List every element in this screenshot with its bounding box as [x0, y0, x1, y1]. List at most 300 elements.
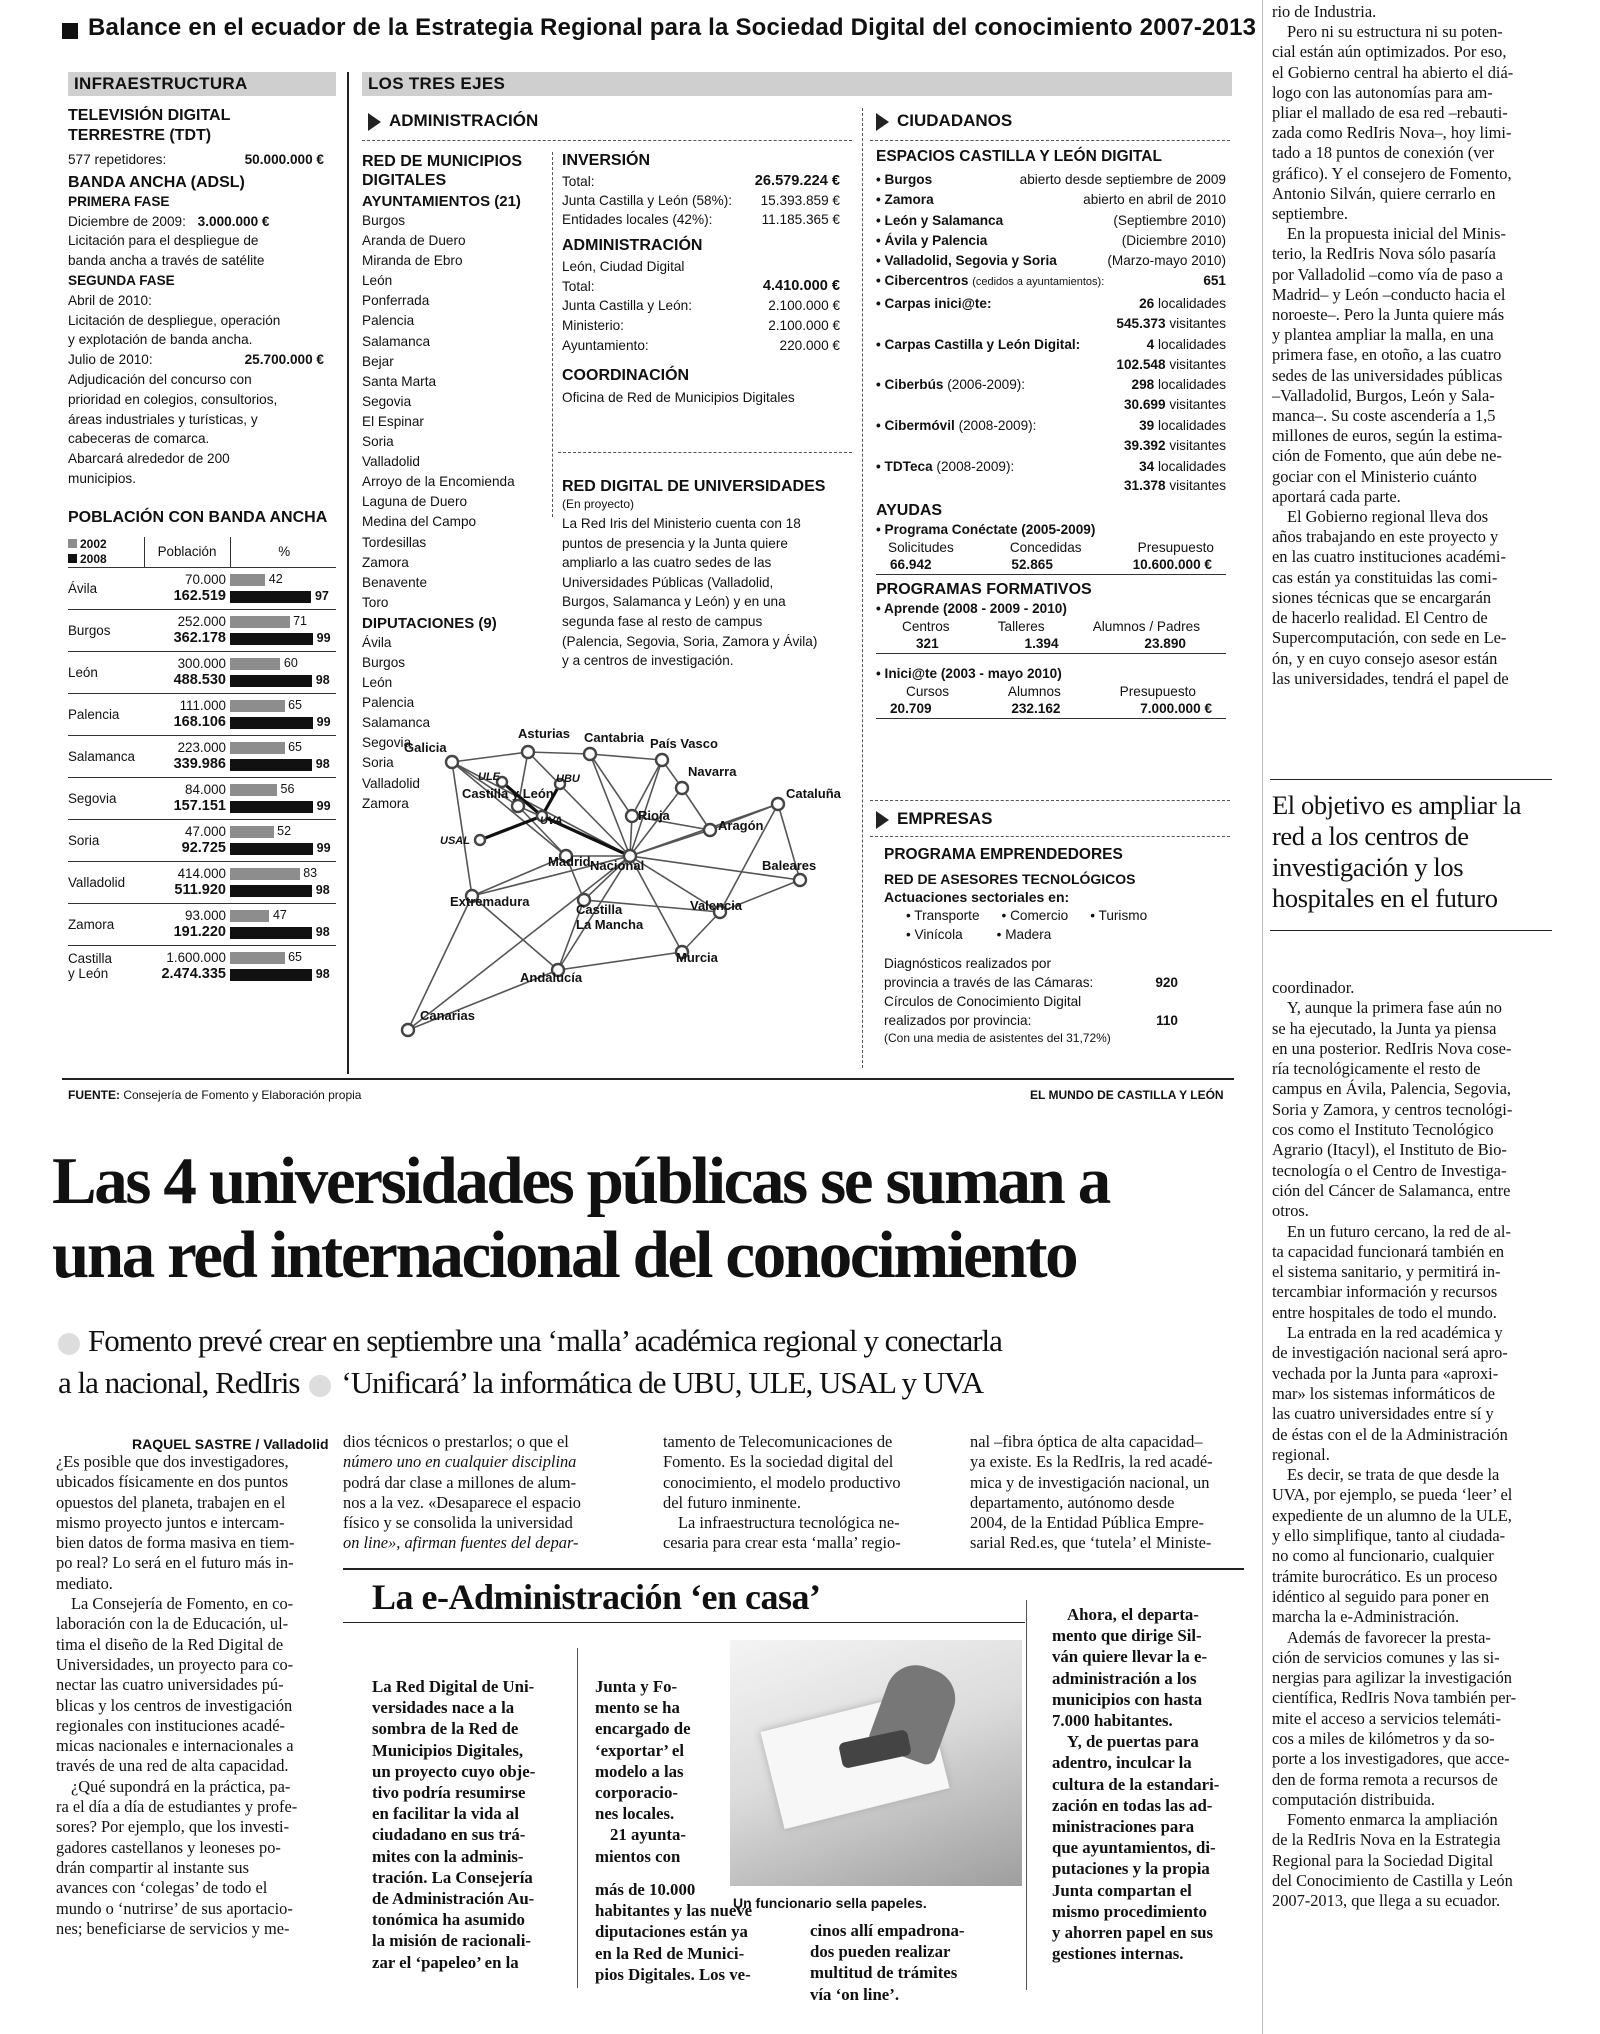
byline: RAQUEL SASTRE / Valladolid: [132, 1436, 329, 1452]
ayuntamiento-item: Miranda de Ebro: [362, 253, 463, 269]
legend-2008-swatch: [68, 554, 77, 563]
adm-row-value: 2.100.000 €: [768, 317, 840, 333]
map-node-label: [576, 902, 644, 932]
map-node-label: Galicia: [404, 740, 447, 755]
poblacion-row: [68, 903, 336, 945]
ayuntamiento-item: Segovia: [362, 393, 412, 409]
article-line: físico y se consolida la universidad: [343, 1513, 573, 1533]
stat-value: [1139, 457, 1226, 477]
stat-visits: [876, 314, 1226, 334]
bullet: •: [876, 212, 885, 228]
sidebar-line: cultura de la estandari-: [1052, 1774, 1220, 1794]
aprende: • Aprende (2008 - 2009 - 2010): [876, 601, 1067, 617]
article-line: marcha la e-Administración.: [1272, 1607, 1460, 1627]
bullet: •: [876, 418, 885, 434]
article-line: 2007-2013, que llega a su ecuador.: [1272, 1891, 1501, 1911]
sidebar-vr: [577, 1648, 578, 1988]
poblacion-row: [68, 567, 336, 609]
con-vals: 66.942 52.865 10.600.000 €: [876, 556, 1226, 575]
article-line: Es decir, se trata de que desde la: [1287, 1465, 1500, 1485]
poblacion-row: [68, 777, 336, 819]
bar-line-2002: [230, 739, 336, 756]
col-poblacion: Población: [144, 537, 230, 567]
diputacion-item: Soria: [362, 755, 394, 771]
bar-line-2008: [230, 630, 336, 647]
stat-label: [876, 294, 991, 314]
iniciate: • Inici@te (2003 - mayo 2010): [876, 665, 1062, 681]
diputacion-item: Burgos: [362, 654, 406, 670]
fase2-row: Julio de 2010: 25.700.000 €: [68, 352, 324, 368]
ayuntamiento-item: Medina del Campo: [362, 514, 477, 530]
article-line: mundo o ‘nutrirse’ de sus aportacio-: [56, 1898, 293, 1918]
sidebar-line: mismo procedimiento: [1052, 1901, 1207, 1921]
pull-rule-bottom: [1270, 930, 1552, 931]
article-line: del futuro inminente.: [663, 1492, 801, 1512]
pct-2002: 47: [269, 908, 287, 923]
pct-2008: 98: [312, 967, 330, 982]
article-line: Fomento. Es la sociedad digital del: [663, 1452, 894, 1472]
sidebar-line: mento se ha: [595, 1698, 680, 1718]
sidebar-col-3: [810, 1920, 1010, 2005]
rdu-line: puntos de presencia y la Junta quiere: [562, 535, 788, 551]
article-line: primera fase, en otoño, a las cuatro: [1272, 345, 1502, 365]
province-name-line: Castilla: [68, 951, 112, 967]
admin-rule: [362, 140, 852, 141]
dot-icon: [58, 1333, 80, 1355]
bar-line-2008: [230, 714, 336, 731]
stat-value: [1132, 375, 1226, 395]
article-line: nes; beneficiarse de servicios y me-: [56, 1918, 290, 1938]
bullet: •: [876, 336, 885, 352]
stat-vunit: visitantes: [1169, 397, 1226, 413]
province-name: Burgos: [68, 622, 111, 638]
apr-heads: Centros Talleres Alumnos / Padres: [902, 618, 1200, 634]
article-line: el Gobierno central ha abierto el diá-: [1272, 62, 1514, 82]
article-line: años trabajando en este proyecto y: [1272, 527, 1499, 547]
right-col-top: [1272, 2, 1552, 689]
sidebar-line: 7.000 habitantes.: [1052, 1711, 1173, 1731]
ayuntamiento-item: Palencia: [362, 313, 415, 329]
rdu-line: (Palencia, Segovia, Soria, Zamora y Ávila): [562, 633, 818, 649]
province-name: Valladolid: [68, 874, 126, 890]
bar-line-2002: [230, 949, 336, 966]
ayuntamiento-item: Aranda de Duero: [362, 233, 466, 249]
article-line: pliar el mallado de esa red –rebauti-: [1272, 103, 1508, 123]
bar-line-2002: [230, 781, 336, 798]
pct-2002: 65: [284, 950, 302, 965]
adm-row-value: 4.410.000 €: [762, 277, 840, 294]
article-line: tima el diseño de la Red Digital de: [56, 1634, 284, 1654]
rdu-line: Universidades Públicas (Valladolid,: [562, 574, 774, 590]
bar-line-2008: [230, 966, 336, 983]
province-bars: [230, 613, 336, 647]
article-line: cesaria para crear esta ‘malla’ regio-: [663, 1533, 901, 1553]
article-line: bien datos de forma masiva en tiem-: [56, 1533, 295, 1553]
sidebar-line: tivo podría resumirse: [372, 1783, 526, 1803]
tdt-row: 577 repetidores: 50.000.000 €: [68, 152, 324, 167]
article-line: En un futuro cercano, la red de al-: [1287, 1221, 1511, 1241]
adm-rows: [562, 277, 840, 355]
stat-vunit: visitantes: [1169, 437, 1226, 453]
sidebar-line: de Administración Au-: [372, 1889, 535, 1909]
inversion-row-label: Junta Castilla y León (58%):: [562, 193, 733, 208]
map-node-label: Castilla y León: [462, 786, 554, 801]
sidebar-line: corporacio-: [595, 1783, 678, 1803]
value-2008: 2.474.335: [161, 966, 226, 983]
value-2002: 111.000: [179, 698, 226, 714]
espacio-label: [876, 211, 1003, 231]
empresas-header: EMPRESAS: [876, 810, 992, 829]
espacio-value: (Septiembre 2010): [1113, 212, 1226, 228]
adm-row-label: Total:: [562, 278, 595, 294]
admin-dashed-vr: [552, 152, 553, 517]
stat-visits: [876, 395, 1226, 415]
province-name: Ávila: [68, 580, 98, 596]
inversion-title: INVERSIÓN: [562, 152, 651, 169]
bar-2008: [230, 885, 312, 897]
sidebar-line: mites con la adminis-: [372, 1846, 524, 1866]
sidebar-line: en facilitar la vida al: [372, 1804, 519, 1824]
stat-name: Cibermóvil: [884, 418, 955, 434]
article-line: por Valladolid –como vía de paso a: [1272, 264, 1503, 284]
map-node-label: Rioja: [638, 808, 670, 823]
article-line: mica y de investigación nacional, un: [970, 1472, 1210, 1492]
sidebar-line: un proyecto cuyo obje-: [372, 1761, 536, 1781]
bullet: •: [876, 253, 885, 269]
province-bars: [230, 655, 336, 689]
article-line: entre hospitales de todo el mundo.: [1272, 1302, 1497, 1322]
sidebar-line: en la Red de Munici-: [595, 1943, 745, 1963]
pct-2008: 98: [312, 925, 330, 940]
map-node: [475, 835, 485, 845]
espacio-value: (Diciembre 2010): [1121, 232, 1226, 248]
inversion-rows: [562, 172, 840, 229]
stat-v: 39.392: [1123, 437, 1170, 453]
sidebar-line: pios Digitales. Los ve-: [595, 1964, 751, 1984]
article-line: de investigación nacional será apro-: [1272, 1343, 1508, 1363]
map-node: [402, 1024, 414, 1036]
value-2002: 252.000: [177, 614, 226, 630]
bar-line-2002: [230, 655, 336, 672]
article-line: Agrario (Itacyl), el Instituto de Bio-: [1272, 1140, 1507, 1160]
article-line: manca–. Su coste ascendería a 1,5: [1272, 406, 1496, 426]
article-line: ón, y en cuyo consejo asesor están: [1272, 648, 1498, 668]
article-line: campus en Ávila, Palencia, Segovia,: [1272, 1079, 1511, 1099]
article-line: de éstas con el de la Administración: [1272, 1424, 1508, 1444]
stat-block: [876, 375, 1226, 415]
emp-rule: [870, 800, 1230, 801]
article-line: avances con ‘colegas’ de todo el: [56, 1878, 268, 1898]
bar-line-2008: [230, 588, 336, 605]
rdu-sub: (En proyecto): [562, 497, 635, 511]
article-line: Madrid– y León –conducto hacia el: [1272, 284, 1506, 304]
map-node: [584, 748, 596, 760]
article-line: La entrada en la red académica y: [1287, 1323, 1503, 1343]
adm-row: [562, 277, 840, 297]
espacio-name: Ávila y Palencia: [884, 232, 988, 248]
rdu-line: segunda fase al resto de campus: [562, 613, 763, 629]
sidebar-rule-2: [343, 1622, 1025, 1623]
article-line: Supercomputación, con sede en Le-: [1272, 628, 1507, 648]
pct-2002: 83: [299, 866, 318, 881]
sidebar-title: La e-Administración ‘en casa’: [372, 1577, 821, 1617]
article-line: tado a 18 puntos de conexión (ver: [1272, 143, 1495, 163]
sidebar-line: ‘exportar’ el: [595, 1740, 684, 1760]
article-line: expediente de un alumno de la ULE,: [1272, 1505, 1512, 1525]
map-node-label: Nacional: [590, 858, 645, 873]
ayuntamiento-item: Ponferrada: [362, 293, 430, 309]
inversion-row-value: 11.185.365 €: [761, 212, 840, 227]
bar-2002: [230, 784, 277, 796]
emp-red: RED DE ASESORES TECNOLÓGICOS: [884, 871, 1136, 887]
inversion-row-label: Entidades locales (42%):: [562, 212, 713, 227]
espacios-rows: [876, 170, 1226, 271]
diputacion-item: Salamanca: [362, 715, 431, 731]
infographic-header: [62, 14, 1257, 48]
map-node-label: UBU: [556, 773, 580, 785]
pct-2002: 56: [277, 782, 295, 797]
emp-diag: Diagnósticos realizados por provincia a través de las Cámaras: 920: [884, 956, 1178, 990]
adm-row-value: 2.100.000 €: [768, 298, 840, 314]
article-line: Soria y Zamora, y centros tecnológi-: [1272, 1099, 1513, 1119]
map-node-label-line: La Mancha: [576, 917, 644, 932]
article-line: se ha ejecutado, la Junta ya piensa: [1272, 1018, 1497, 1038]
rdu-title: RED DIGITAL DE UNIVERSIDADES: [562, 478, 826, 495]
legend-2008: 2008: [80, 551, 107, 566]
coord-title: COORDINACIÓN: [562, 367, 690, 385]
article-line: La Consejería de Fomento, en co-: [71, 1594, 294, 1614]
stat-unit: localidades: [1157, 377, 1226, 393]
map-node-label: Asturias: [518, 726, 571, 741]
article-line: conocimiento, el modelo productivo: [663, 1472, 901, 1492]
article-col-4: [970, 1432, 1246, 1554]
pct-2002: 65: [284, 698, 302, 713]
article-line: ¿Es posible que dos investigadores,: [56, 1452, 289, 1471]
stat-row: [876, 335, 1226, 355]
map-link: [590, 754, 662, 760]
article-line: El Gobierno regional lleva dos: [1287, 507, 1489, 527]
bar-2002: [230, 826, 274, 838]
poblacion-row: [68, 819, 336, 861]
article-line: ubicados físicamente en dos puntos: [56, 1472, 289, 1492]
stat-block: [876, 457, 1226, 497]
sidebar-line: zar el ‘papeleo’ en la: [372, 1952, 519, 1972]
province-bars: [230, 823, 336, 857]
ejes-dashed-vr: [862, 108, 863, 1068]
espacio-label: [876, 251, 1057, 271]
rdu-rule: [558, 452, 852, 453]
value-2002: 223.000: [177, 740, 226, 756]
article-line: En la propuesta inicial del Minis-: [1287, 224, 1506, 244]
article-line: den de forma remota a recursos de: [1272, 1769, 1498, 1789]
bar-2008: [230, 801, 313, 813]
province-name: Palencia: [68, 706, 120, 722]
stat-v: 31.378: [1123, 478, 1170, 494]
bar-line-2002: [230, 613, 336, 630]
stat-v: 545.373: [1116, 316, 1170, 332]
adm-row: [562, 336, 840, 356]
stat-v: 102.548: [1116, 356, 1170, 372]
espacio-row: [876, 170, 1226, 190]
province-name: [68, 951, 144, 981]
stat-n: 4: [1146, 336, 1158, 352]
article-line: zada como RedIris Nova–, hoy limi-: [1272, 123, 1512, 143]
value-2002: 1.600.000: [166, 950, 226, 966]
sidebar-line: más de 10.000: [595, 1880, 696, 1899]
article-line: las cuatro universidades entre sí y: [1272, 1404, 1494, 1424]
inversion-row-label: Total:: [562, 174, 595, 189]
espacio-name: León y Salamanca: [884, 212, 1004, 228]
article-line: cas están ya constituidas las comi-: [1272, 567, 1498, 587]
stat-row: [876, 294, 1226, 314]
fase2-date: Abril de 2010:: [68, 292, 152, 308]
red-map: [400, 700, 850, 1070]
sidebar-line: mientos con: [595, 1846, 681, 1866]
diputacion-item: Ávila: [362, 634, 392, 650]
bar-2002: [230, 700, 285, 712]
ini-heads: Cursos Alumnos Presupuesto: [906, 683, 1196, 699]
article-line: y plantea ampliar la malla, en una: [1272, 325, 1494, 345]
province-name: Salamanca: [68, 748, 135, 764]
article-line: vechada por la Junta para «aproxi-: [1272, 1363, 1499, 1383]
article-line: nectar las cuatro universidades pú-: [56, 1675, 284, 1695]
province-values: [144, 655, 230, 689]
map-node: [626, 810, 638, 822]
bar-2008: [230, 633, 313, 645]
emp-act: Actuaciones sectoriales en:: [884, 889, 1070, 905]
article-line: trámite burocrático. Es un proceso: [1272, 1566, 1498, 1586]
map-node-label: USAL: [440, 835, 470, 847]
stat-value: [1139, 294, 1226, 314]
stat-n: 39: [1139, 418, 1158, 434]
legend-2002: 2002: [80, 536, 107, 551]
adm-row-label: Ministerio:: [562, 317, 624, 333]
article-line: el sistema sanitario, y permitirá in-: [1272, 1262, 1501, 1282]
province-values: [144, 739, 230, 773]
value-2002: 414.000: [177, 866, 226, 882]
sidebar-line: Municipios Digitales,: [372, 1740, 524, 1760]
divider-infra: [347, 72, 349, 1074]
pct-2002: 65: [284, 740, 302, 755]
right-col-gutter: [1262, 0, 1263, 2034]
sidebar-line: que ayuntamientos, di-: [1052, 1838, 1216, 1858]
triangle-icon: [368, 113, 381, 131]
adm-loc: León, Ciudad Digital: [562, 259, 685, 274]
sidebar-col-1: [372, 1676, 562, 1973]
stat-unit: localidades: [1157, 418, 1226, 434]
sidebar-line: gestiones internas.: [1052, 1944, 1184, 1964]
article-line: nos a la vez. «Desaparece el espacio: [343, 1492, 581, 1512]
article-line: cos como el Instituto Tecnológico: [1272, 1120, 1494, 1140]
bar-2002: [230, 910, 269, 922]
map-node: [676, 782, 688, 794]
province-name: Soria: [68, 832, 100, 848]
article-line: idéntico al seguido para poner en: [1272, 1586, 1490, 1606]
article-line: de la RedIris Nova en la Estrategia: [1272, 1830, 1501, 1850]
bar-2008: [230, 843, 313, 855]
bar-line-2002: [230, 571, 336, 588]
article-line: Fomento enmarca la ampliación: [1287, 1810, 1498, 1830]
bar-line-2002: [230, 865, 336, 882]
province-bars: [230, 865, 336, 899]
bar-2002: [230, 658, 280, 670]
ayuntamiento-item: Zamora: [362, 554, 409, 570]
bar-2008: [230, 675, 312, 687]
value-2002: 47.000: [185, 824, 226, 840]
con-heads: Solicitudes Concedidas Presupuesto: [888, 540, 1214, 556]
inversion-row: [562, 191, 840, 210]
emp-prog: PROGRAMA EMPRENDEDORES: [884, 846, 1123, 863]
pct-2008: 98: [312, 673, 330, 688]
aytos-title: AYUNTAMIENTOS (21): [362, 193, 521, 210]
pull-quote: El objetivo es ampliar la red a los centros de investigación y los hospitales en el futuro: [1272, 790, 1522, 913]
stat-row: [876, 457, 1226, 477]
sidebar-line: tonómica ha asumido: [372, 1910, 525, 1930]
stat-n: 298: [1131, 377, 1158, 393]
bar-line-2008: [230, 672, 336, 689]
pct-2002: 71: [289, 614, 308, 629]
fase1-desc: Licitación para el despliegue de banda ancha a través de satélite: [68, 233, 265, 269]
sidebar-line: y ahorren papel en sus: [1052, 1923, 1214, 1943]
emp-rule-2: [870, 836, 1230, 837]
sidebar-line: Y, de puertas para: [1067, 1732, 1199, 1752]
ayuntamiento-item: Salamanca: [362, 333, 431, 349]
pct-2008: 99: [313, 631, 331, 646]
espacio-label: [876, 170, 932, 190]
espacio-label: [876, 190, 934, 210]
stat-label: [876, 335, 1080, 355]
map-node-label: Aragón: [718, 818, 764, 833]
espacio-row: [876, 211, 1226, 231]
article-line: regionales con instituciones acadé-: [56, 1715, 285, 1735]
diputacion-item: Valladolid: [362, 775, 420, 791]
map-link: [558, 952, 682, 970]
map-node: [772, 798, 784, 810]
stat-vunit: visitantes: [1169, 316, 1226, 332]
sidebar-line: multitud de trámites: [810, 1963, 958, 1983]
map-link: [682, 912, 720, 952]
headline: Las 4 universidades públicas se suman a una red internacional del conocimiento: [52, 1144, 1109, 1292]
stat-n: 26: [1139, 296, 1158, 312]
map-node-label-line: Castilla: [576, 902, 623, 917]
diputacion-item: Palencia: [362, 695, 415, 711]
map-node-label: Navarra: [688, 764, 737, 779]
sidebar-line: Junta y Fo-: [595, 1677, 678, 1696]
sidebar-line: adentro, inculcar la: [1052, 1753, 1192, 1773]
map-node-label: ULE: [478, 771, 500, 783]
stat-unit: localidades: [1157, 458, 1226, 474]
poblacion-rows: [68, 567, 336, 987]
espacio-name: Valladolid, Segovia y Soria: [884, 253, 1057, 269]
province-values: [144, 697, 230, 731]
map-node-label: Extremadura: [450, 894, 530, 909]
bar-line-2008: [230, 798, 336, 815]
inversion-block: [562, 152, 840, 408]
pct-2008: 99: [313, 799, 331, 814]
article-line: cos a miles de kilómetros y da so-: [1272, 1728, 1495, 1748]
province-bars: [230, 907, 336, 941]
espacio-value: (Marzo-mayo 2010): [1107, 253, 1226, 269]
adm-row-label: Ayuntamiento:: [562, 337, 649, 353]
article-col-1: [56, 1452, 333, 1939]
espacio-name: Burgos: [884, 172, 933, 187]
article-line: aportará cada parte.: [1272, 486, 1401, 506]
stat-visits: [876, 355, 1226, 375]
value-2008: 162.519: [173, 588, 226, 605]
sidebar-col-2: [595, 1676, 715, 1867]
article-line: departamento, autónomo desde: [970, 1492, 1175, 1512]
province-values: [144, 907, 230, 941]
